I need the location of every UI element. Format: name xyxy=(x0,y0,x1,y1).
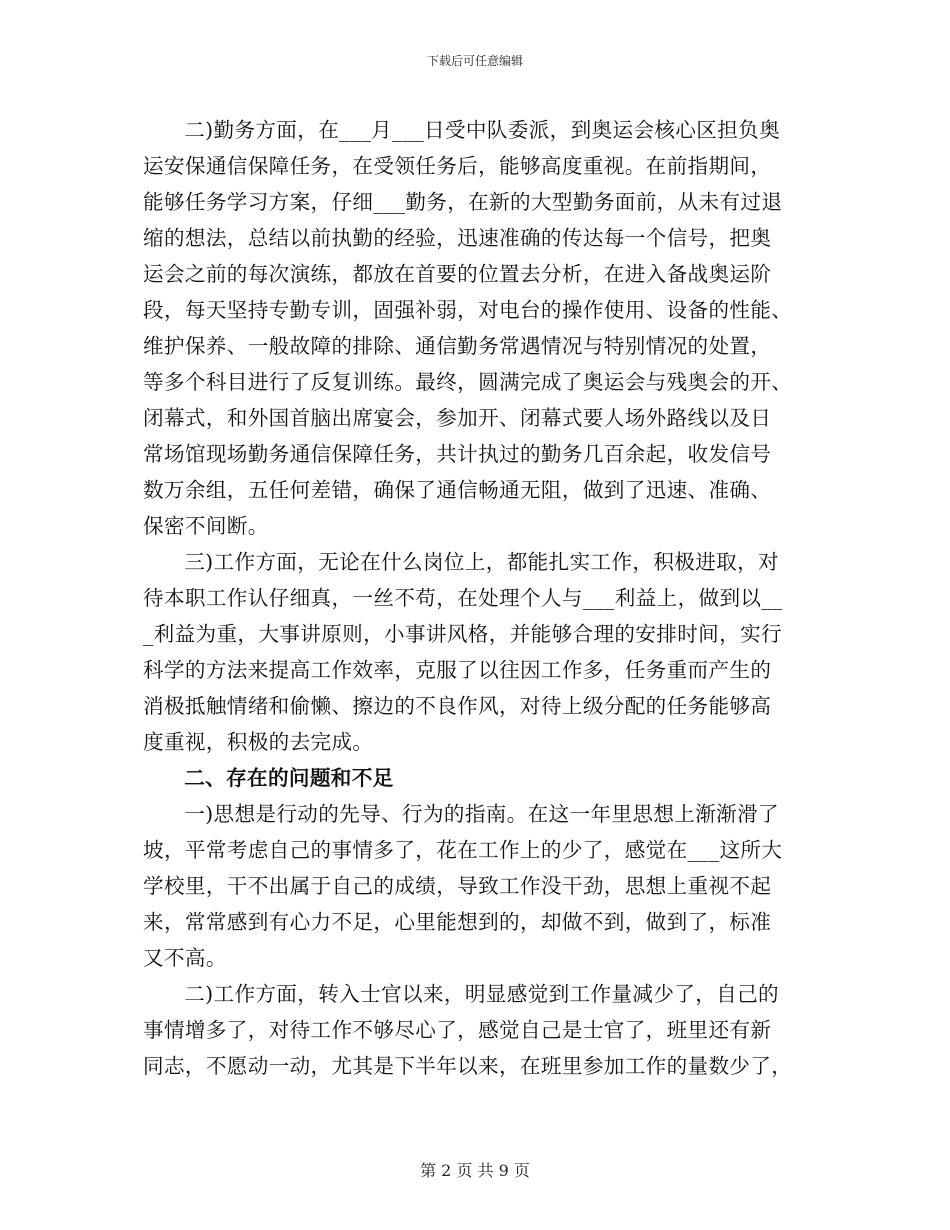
text-line: 段，每天坚持专勤专训，固强补弱，对电台的操作使用、设备的性能、 xyxy=(143,298,793,322)
text-line: 维护保养、一般故障的排除、通信勤务常遇情况与特别情况的处置， xyxy=(143,334,772,358)
text-line: 二、存在的问题和不足 xyxy=(184,766,394,790)
page-number: 第 2 页 共 9 页 xyxy=(420,1161,530,1180)
text-line: 一)思想是行动的先导、行为的指南。在这一年里思想上渐渐滑了 xyxy=(184,802,779,826)
text-line: 又不高。 xyxy=(143,946,227,970)
text-line: 消极抵触情绪和偷懒、擦边的不良作风，对待上级分配的任务能够高 xyxy=(143,694,772,718)
paragraph xyxy=(143,544,811,760)
text-line: 运会之前的每次演练，都放在首要的位置去分析，在进入备战奥运阶 xyxy=(143,262,772,286)
text-line: 二)勤务方面，在___月___日受中队委派，到奥运会核心区担负奥 xyxy=(184,118,781,142)
paragraph xyxy=(143,976,811,1084)
document-body xyxy=(143,112,811,1084)
text-line: 同志，不愿动一动，尤其是下半年以来，在班里参加工作的量数少了， xyxy=(143,1054,793,1078)
text-line: 学校里，干不出属于自己的成绩，导致工作没干劲，思想上重视不起 xyxy=(143,874,772,898)
paragraph xyxy=(143,112,811,544)
text-line: 能够任务学习方案，仔细___勤务，在新的大型勤务面前，从未有过退 xyxy=(143,190,783,214)
text-line: _利益为重，大事讲原则，小事讲风格，并能够合理的安排时间，实行 xyxy=(143,622,782,646)
section-heading xyxy=(143,760,811,796)
text-line: 二)工作方面，转入士官以来，明显感觉到工作量减少了，自己的 xyxy=(184,982,779,1006)
text-line: 闭幕式，和外国首脑出席宴会，参加开、闭幕式要人场外路线以及日 xyxy=(143,406,772,430)
text-line: 来，常常感到有心力不足，心里能想到的，却做不到，做到了，标准 xyxy=(143,910,772,934)
text-line: 缩的想法，总结以前执勤的经验，迅速准确的传达每一个信号，把奥 xyxy=(143,226,772,250)
text-line: 度重视，积极的去完成。 xyxy=(143,730,374,754)
text-line: 运安保通信保障任务，在受领任务后，能够高度重视。在前指期间， xyxy=(143,154,772,178)
text-line: 事情增多了，对待工作不够尽心了，感觉自己是士官了，班里还有新 xyxy=(143,1018,772,1042)
text-line: 三)工作方面，无论在什么岗位上，都能扎实工作，积极进取，对 xyxy=(184,550,779,574)
text-line: 保密不间断。 xyxy=(143,514,269,538)
text-line: 常场馆现场勤务通信保障任务，共计执过的勤务几百余起，收发信号 xyxy=(143,442,772,466)
page-header: 下载后可任意编辑 xyxy=(426,54,523,68)
text-line: 待本职工作认仔细真，一丝不苟，在处理个人与___利益上，做到以__ xyxy=(143,586,783,610)
text-line: 等多个科目进行了反复训练。最终，圆满完成了奥运会与残奥会的开、 xyxy=(143,370,793,394)
paragraph xyxy=(143,796,811,976)
text-line: 坡，平常考虑自己的事情多了，花在工作上的少了，感觉在___这所大 xyxy=(143,838,783,862)
text-line: 科学的方法来提高工作效率，克服了以往因工作多，任务重而产生的 xyxy=(143,658,772,682)
text-line: 数万余组，五任何差错，确保了通信畅通无阻，做到了迅速、准确、 xyxy=(143,478,772,502)
